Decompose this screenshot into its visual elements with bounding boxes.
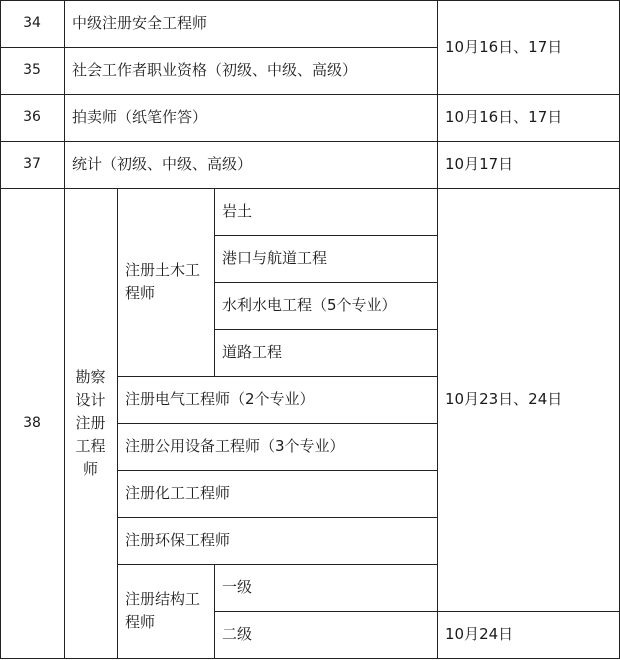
structural-level: 二级 <box>222 625 253 643</box>
structural-level: 一级 <box>222 578 253 596</box>
row-number: 36 <box>23 109 41 125</box>
row-divider <box>0 658 620 659</box>
structural-engineer-text: 注册结构工程师 <box>125 590 201 631</box>
civil-engineer-label <box>117 188 214 376</box>
exam-date: 10月24日 <box>445 625 514 643</box>
exam-name: 拍卖师（纸笔作答） <box>72 108 208 126</box>
row-number: 35 <box>23 62 41 78</box>
civil-sub-item: 水利水电工程（5个专业） <box>222 296 397 314</box>
group-label-part: 注册 <box>75 413 106 432</box>
row-number: 37 <box>23 156 41 172</box>
exam-name: 中级注册安全工程师 <box>72 14 208 32</box>
civil-sub-item: 港口与航道工程 <box>222 249 328 267</box>
exam-group-label <box>64 188 117 658</box>
row-number: 34 <box>23 15 41 31</box>
exam-name: 统计（初级、中级、高级） <box>72 155 253 173</box>
civil-sub-item: 道路工程 <box>222 343 283 361</box>
exam-name: 注册公用设备工程师（3个专业） <box>125 437 345 455</box>
exam-name: 注册电气工程师（2个专业） <box>125 390 315 408</box>
row-number: 38 <box>23 414 41 431</box>
civil-sub-item: 岩土 <box>222 202 253 220</box>
exam-date: 10月23日、24日 <box>445 390 563 408</box>
exam-name: 社会工作者职业资格（初级、中级、高级） <box>72 61 358 79</box>
group-label-part: 师 <box>82 459 98 478</box>
structural-engineer-label <box>117 564 214 658</box>
exam-date: 10月16日、17日 <box>445 37 563 56</box>
group-label-part: 工程 <box>75 436 106 455</box>
exam-name: 注册化工工程师 <box>125 484 231 502</box>
exam-name: 注册环保工程师 <box>125 531 231 549</box>
group-label-part: 勘察 <box>75 367 106 386</box>
civil-engineer-text: 注册土木工程师 <box>125 261 201 302</box>
exam-date: 10月17日 <box>445 155 514 173</box>
exam-date: 10月16日、17日 <box>445 108 563 126</box>
group-label-part: 设计 <box>75 390 106 409</box>
